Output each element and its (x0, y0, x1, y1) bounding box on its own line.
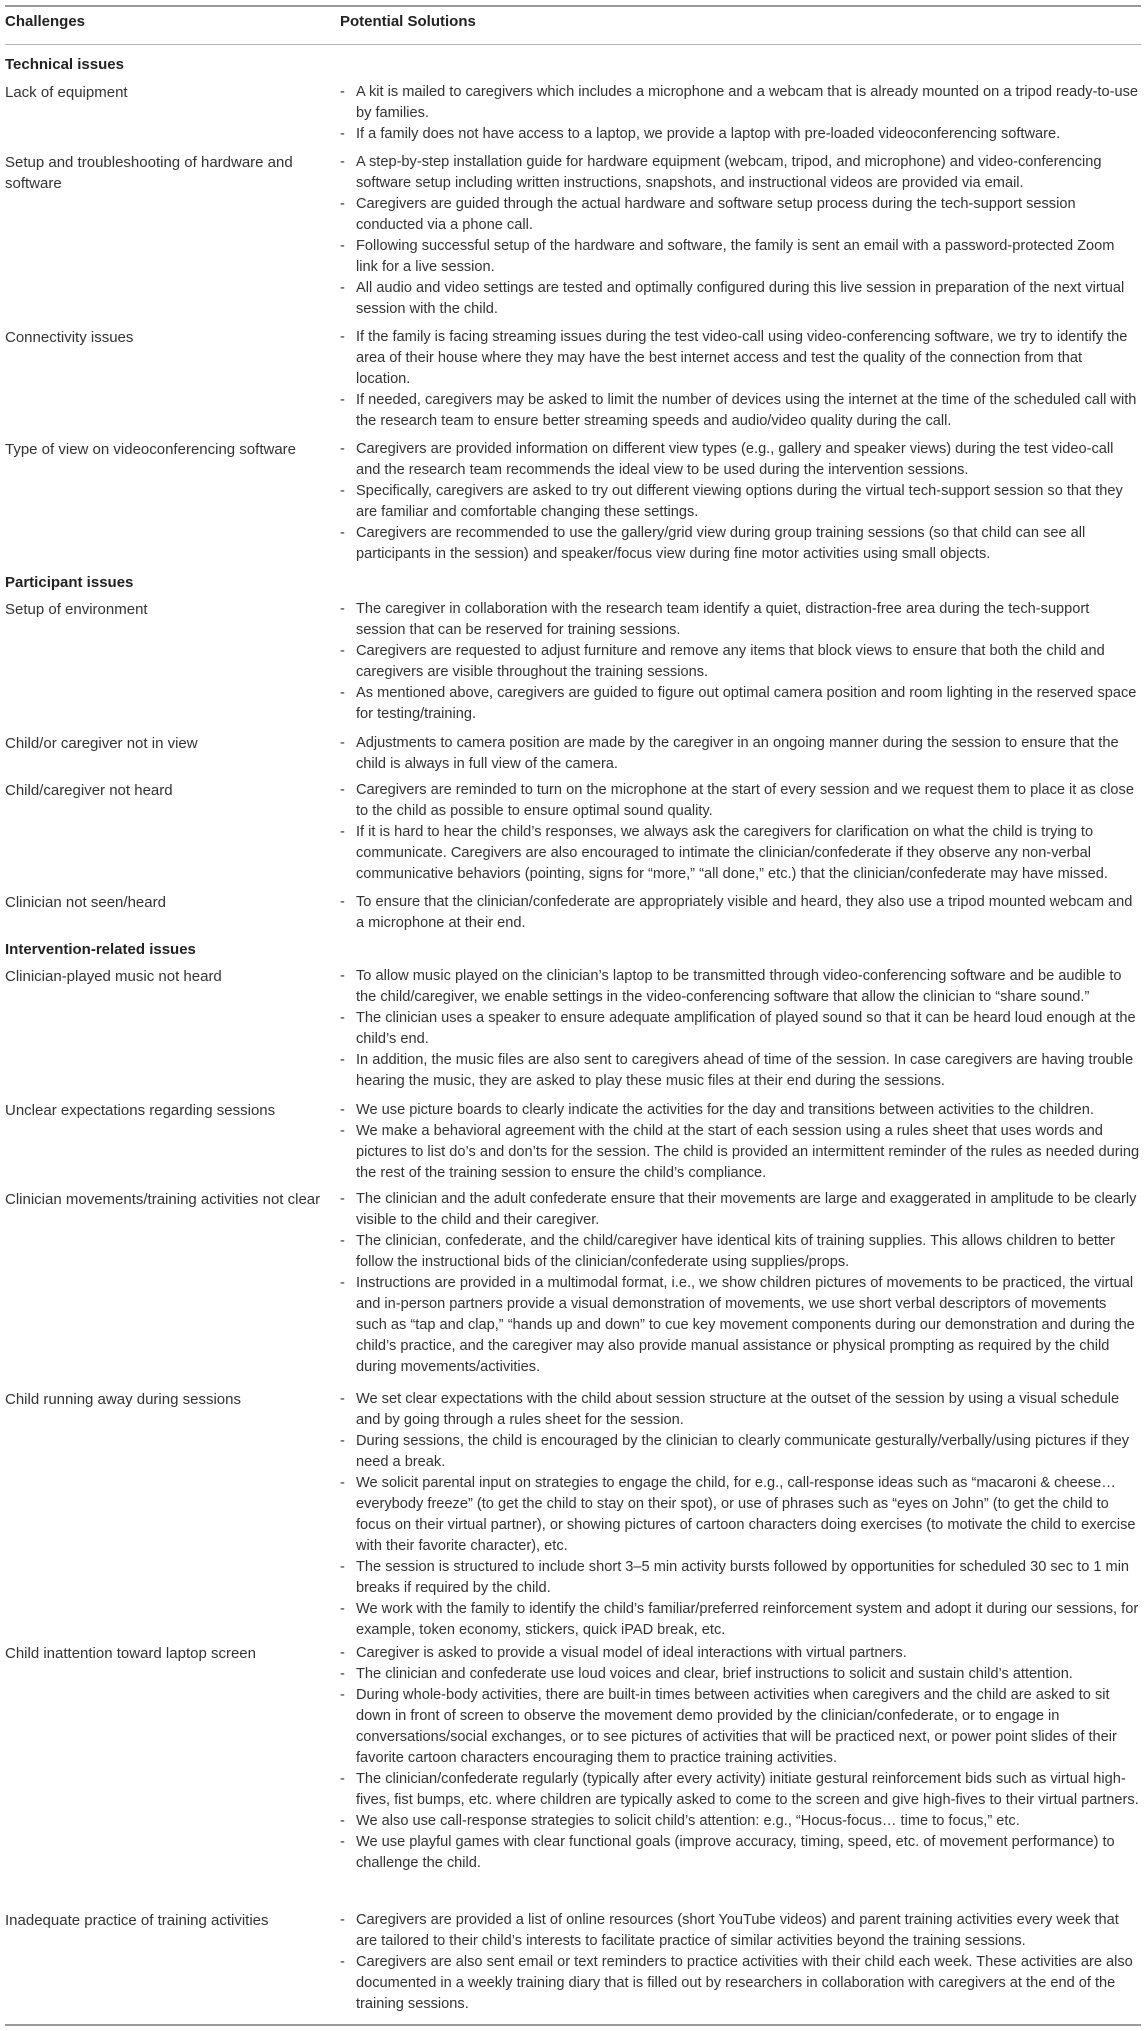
challenge-label: Child/caregiver not heard (5, 782, 173, 799)
solution-item: - The session is structured to include short 3–5 min activity bursts followed by opportunities for scheduled 30 sec to 1 min breaks if required by the child. (340, 1559, 1130, 1596)
solution-list (340, 1100, 1140, 1184)
challenge-label: Setup of environment (5, 601, 148, 618)
solution-list (340, 892, 1140, 934)
header-solutions: Potential Solutions (340, 13, 476, 30)
solution-item: - The clinician uses a speaker to ensure adequate amplification of played sound so that it can be heard loud enough at the child’s end. (340, 1010, 1136, 1047)
solution-item: - We solicit parental input on strategies to engage the child, for e.g., call-response ideas such as “macaroni & cheese… everybody freeze” (to get the child to stay on their spot), or use of phrases such as “eyes on John” (to get the child to focus on their virtual partner), or showing pictures of cartoon characters doing exercises (to motivate the child to exercise with their favorite character), etc. (340, 1475, 1136, 1554)
challenge-label: Child/or caregiver not in view (5, 735, 198, 752)
challenge-label: Setup and troubleshooting of hardware and software (5, 154, 293, 192)
solution-list (340, 1643, 1140, 1874)
table-top-rule (5, 5, 1141, 7)
solution-item: - We also use call-response strategies to solicit child’s attention: e.g., “Hocus-focus… time to focus,” etc. (340, 1813, 1020, 1829)
challenge-label: Child running away during sessions (5, 1391, 241, 1408)
solution-list (340, 1189, 1140, 1378)
challenge-label: Child inattention toward laptop screen (5, 1645, 256, 1662)
table-bottom-rule (5, 2024, 1141, 2026)
header-rule (5, 44, 1141, 45)
solution-item: - During whole-body activities, there are built-in times between activities when caregivers and the child are asked to sit down in front of screen to observe the movement demo provided by the clinician/confederate, or to engage in conversations/social exchanges, or to see pictures of activities that will be practiced next, or power point slides of their favorite cartoon characters encouraging them to practice training activities. (340, 1687, 1117, 1766)
challenge-label: Clinician movements/training activities not clear (5, 1191, 321, 1208)
solution-item: - Caregivers are provided information on different view types (e.g., gallery and speaker views) during the test video-call and the research team recommends the ideal view to be used during the intervention sessions. (340, 441, 1114, 478)
solution-item: - Following successful setup of the hardware and software, the family is sent an email with a password-protected Zoom link for a live session. (340, 238, 1115, 275)
solution-item: - We use picture boards to clearly indicate the activities for the day and transitions between activities to the children. (340, 1102, 1094, 1118)
solution-item: - Caregivers are recommended to use the gallery/grid view during group training sessions (so that child can see all participants in the session) and speaker/focus view during fine motor activities using small objects. (340, 525, 1086, 562)
solution-item: - The clinician, confederate, and the child/caregiver have identical kits of training supplies. This allows children to better follow the instructional bids of the clinician/confederate using supplies/props. (340, 1233, 1116, 1270)
solution-item: - The clinician and confederate use loud voices and clear, brief instructions to solicit and sustain child’s attention. (340, 1666, 1073, 1682)
solution-list (340, 82, 1140, 145)
solution-list (340, 966, 1140, 1092)
solution-list (340, 599, 1140, 725)
solution-list (340, 152, 1140, 320)
solution-list (340, 1910, 1140, 2015)
solution-item: - Specifically, caregivers are asked to try out different viewing options during the virtual tech-support session so that they are familiar and comfortable changing these settings. (340, 483, 1123, 520)
solution-item: - The caregiver in collaboration with the research team identify a quiet, distraction-free area during the tech-support session that can be reserved for training sessions. (340, 601, 1090, 638)
challenge-label: Unclear expectations regarding sessions (5, 1102, 276, 1119)
solution-item: - The clinician/confederate regularly (typically after every activity) initiate gestural reinforcement bids such as virtual high-fives, fist bumps, etc. where children are typically asked to come to the screen and give high-fives to their virtual partners. (340, 1771, 1139, 1808)
solution-item: - If it is hard to hear the child’s responses, we always ask the caregivers for clarification on what the child is trying to communicate. Caregivers are also encouraged to intimate the clinician/confederate if they observe any non-verbal communicative behaviors (pointing, signs for “more,” “all done,” etc.) that the clinician/confederate may have missed. (340, 824, 1108, 882)
solution-item: - We make a behavioral agreement with the child at the start of each session using a rules sheet that uses words and pictures to list do’s and don’ts for the session. The child is provided an intermittent reminder of the rules as needed during the rest of the training session to ensure the child’s compliance. (340, 1123, 1140, 1181)
solution-item: - A kit is mailed to caregivers which includes a microphone and a webcam that is already mounted on a tripod ready-to-use by families. (340, 84, 1138, 121)
solution-item: - If the family is facing streaming issues during the test video-call using video-conferencing software, we try to identify the area of their house where they may have the best internet access and test the quality of the connection from that location. (340, 329, 1128, 387)
section-title-technical: Technical issues (5, 56, 124, 73)
solution-item: - Caregivers are provided a list of online resources (short YouTube videos) and parent training activities every week that are tailored to their child’s interests to facilitate practice of similar activities beyond the training sessions. (340, 1912, 1119, 1949)
solution-list (340, 1389, 1140, 1641)
solution-item: - If needed, caregivers may be asked to limit the number of devices using the internet at the time of the scheduled call with the research team to ensure better streaming speeds and audio/video quality during the call. (340, 392, 1137, 429)
challenge-label: Clinician not seen/heard (5, 894, 166, 911)
challenge-label: Type of view on videoconferencing software (5, 441, 296, 458)
solution-item: - To allow music played on the clinician’s laptop to be transmitted through video-conferencing software and be audible to the child/caregiver, we enable settings in the video-conferencing software that allow the clinician to “share sound.” (340, 968, 1122, 1005)
solution-item: - The clinician and the adult confederate ensure that their movements are large and exaggerated in amplitude to be clearly visible to the child and their caregiver. (340, 1191, 1137, 1228)
solution-list (340, 439, 1140, 565)
solution-item: - We set clear expectations with the child about session structure at the outset of the session by using a visual schedule and by going through a rules sheet for the session. (340, 1391, 1120, 1428)
solution-item: - During sessions, the child is encouraged by the clinician to clearly communicate gesturally/verbally/using pictures if they need a break. (340, 1433, 1130, 1470)
solution-item: - Caregivers are also sent email or text reminders to practice activities with their child each week. These activities are also documented in a weekly training diary that is filled out by researchers in collaboration with caregivers at the end of the training sessions. (340, 1954, 1133, 2012)
solution-item: - Caregivers are requested to adjust furniture and remove any items that block views to ensure that both the child and caregivers are visible throughout the training sessions. (340, 643, 1105, 680)
section-title-participant: Participant issues (5, 574, 134, 591)
challenge-label: Lack of equipment (5, 84, 128, 101)
solution-item: - As mentioned above, caregivers are guided to figure out optimal camera position and room lighting in the reserved space for testing/training. (340, 685, 1137, 722)
challenge-label: Clinician-played music not heard (5, 968, 222, 985)
solution-item: - We use playful games with clear functional goals (improve accuracy, timing, speed, etc. of movement performance) to challenge the child. (340, 1834, 1115, 1871)
solution-item: - We work with the family to identify the child’s familiar/preferred reinforcement system and adopt it during our sessions, for example, token economy, stickers, quick iPAD break, etc. (340, 1601, 1139, 1638)
solution-item: - Caregivers are reminded to turn on the microphone at the start of every session and we request them to place it as close to the child as possible to ensure optimal sound quality. (340, 782, 1134, 819)
solution-item: - In addition, the music files are also sent to caregivers ahead of time of the session. In case caregivers are having trouble hearing the music, they are asked to play these music files at their end during the sessions. (340, 1052, 1134, 1089)
challenge-label: Inadequate practice of training activities (5, 1912, 269, 1929)
solution-item: - Caregivers are guided through the actual hardware and software setup process during the tech-support session conducted via a phone call. (340, 196, 1076, 233)
solution-item: - A step-by-step installation guide for hardware equipment (webcam, tripod, and microphone) and video-conferencing software setup including written instructions, snapshots, and instructional videos are provided via email. (340, 154, 1102, 191)
solution-item: - Adjustments to camera position are made by the caregiver in an ongoing manner during the session to ensure that the child is always in full view of the camera. (340, 735, 1119, 772)
solution-list (340, 780, 1140, 885)
challenge-label: Connectivity issues (5, 329, 134, 346)
solution-list (340, 733, 1140, 775)
header-challenges: Challenges (5, 13, 86, 30)
solution-item: - If a family does not have access to a laptop, we provide a laptop with pre-loaded videoconferencing software. (340, 126, 1061, 142)
solution-item: - To ensure that the clinician/confederate are appropriately visible and heard, they also use a tripod mounted webcam and a microphone at their end. (340, 894, 1133, 931)
solution-item: - Caregiver is asked to provide a visual model of ideal interactions with virtual partners. (340, 1645, 907, 1661)
solution-item: - All audio and video settings are tested and optimally configured during this live session in preparation of the next virtual session with the child. (340, 280, 1125, 317)
section-title-intervention: Intervention-related issues (5, 941, 196, 958)
solution-list (340, 327, 1140, 432)
solution-item: - Instructions are provided in a multimodal format, i.e., we show children pictures of movements to be practiced, the virtual and in-person partners provide a visual demonstration of movements, we use short verbal descriptors of movements such as “tap and clap,” “hands up and down” to cue key movement components during our demonstration and during the child’s practice, and the caregiver may also provide manual assistance or physical prompting as required by the child during movements/activities. (340, 1275, 1135, 1375)
